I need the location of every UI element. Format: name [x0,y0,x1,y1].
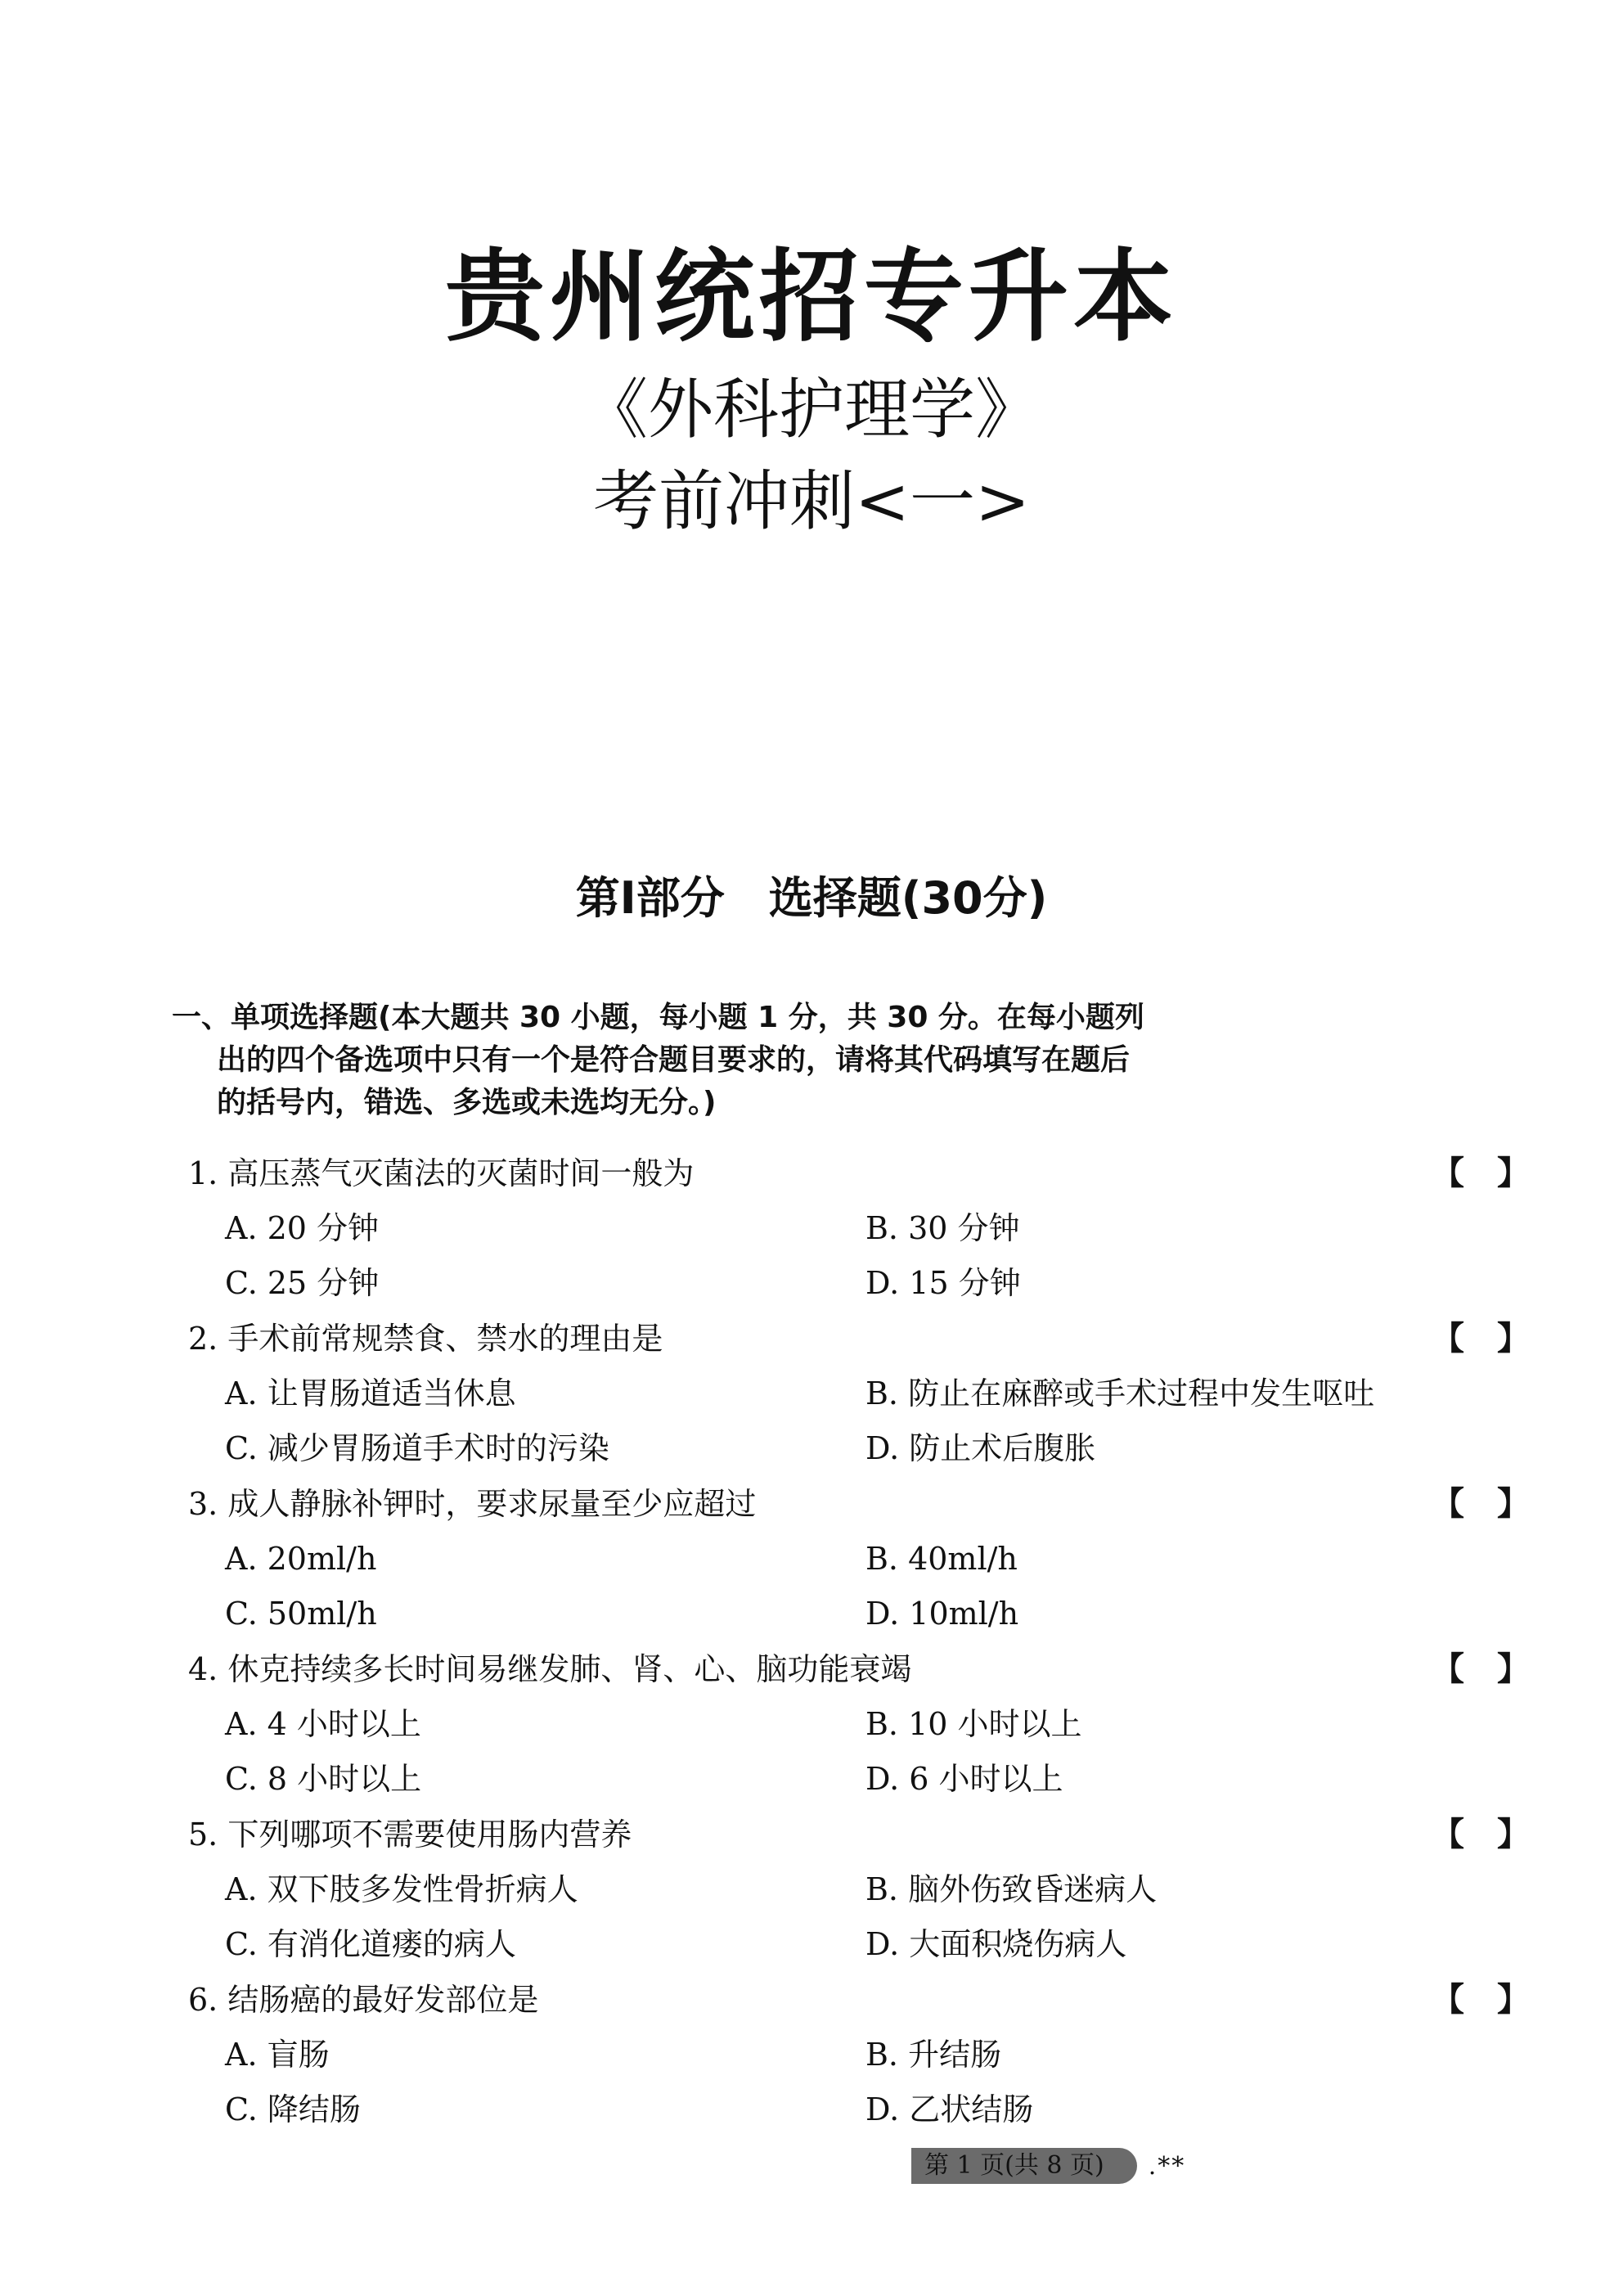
question-5 [188,1807,1530,1972]
question-3 [188,1476,1530,1641]
page-footer [911,2148,1185,2184]
answer-bracket[interactable]: 【 】 [1432,1320,1530,1357]
question-1 [188,1146,1530,1311]
question-4 [188,1641,1530,1807]
option-b: B. 升结肠 [865,2037,1002,2073]
section-heading: 第Ⅰ部分 选择题(30分) [575,872,1048,924]
option-a: A. 让胃肠道适当休息 [225,1375,516,1411]
question-stem: 2. 手术前常规禁食、禁水的理由是 [188,1321,663,1357]
cover-edition: 考前冲刺<一> [592,463,1031,539]
question-2 [188,1311,1530,1476]
option-b: B. 40ml/h [865,1541,1018,1577]
question-stem: 4. 休克持续多长时间易继发肺、肾、心、脑功能衰竭 [188,1651,912,1687]
answer-bracket[interactable]: 【 】 [1432,1650,1530,1688]
option-b: B. 脑外伤致昏迷病人 [865,1871,1158,1907]
option-a: A. 双下肢多发性骨折病人 [225,1871,578,1907]
option-a: A. 4 小时以上 [225,1706,421,1742]
option-d: D. 乙状结肠 [865,2091,1034,2127]
option-c: C. 有消化道瘘的病人 [225,1926,516,1962]
option-c: C. 25 分钟 [225,1265,380,1301]
cover-title: 贵州统招专升本 [445,237,1178,355]
option-b: B. 30 分钟 [865,1210,1020,1246]
option-c: C. 50ml/h [225,1596,377,1632]
option-c: C. 8 小时以上 [225,1761,422,1797]
option-a: A. 20ml/h [225,1541,377,1577]
question-stem: 6. 结肠癌的最好发部位是 [188,1982,539,2018]
option-d: D. 15 分钟 [865,1265,1021,1301]
option-a: A. 20 分钟 [225,1210,380,1246]
question-6 [188,1972,1530,2137]
option-d: D. 10ml/h [865,1596,1019,1632]
cover-subject: 《外科护理学》 [582,371,1041,448]
answer-bracket[interactable]: 【 】 [1432,1155,1530,1192]
question-stem: 5. 下列哪项不需要使用肠内营养 [188,1817,632,1853]
option-b: B. 10 小时以上 [865,1706,1082,1742]
option-b: B. 防止在麻醉或手术过程中发生呕吐 [865,1375,1375,1411]
option-c: C. 降结肠 [225,2091,361,2127]
question-stem: 1. 高压蒸气灭菌法的灭菌时间一般为 [188,1155,695,1191]
answer-bracket[interactable]: 【 】 [1432,1981,1530,2019]
option-a: A. 盲肠 [225,2037,330,2073]
section-instructions: 一、单项选择题(本大题共 30 小题，每小题 1 分，共 30 分。在每小题列出的四个备选项中只有一个是符合题目要求的，请将其代码填写在题后的括号内，错选、多选或未选均无分。) [172,1001,1144,1119]
question-stem: 3. 成人静脉补钾时，要求尿量至少应超过 [188,1486,757,1522]
option-c: C. 减少胃肠道手术时的污染 [225,1430,609,1466]
answer-bracket[interactable]: 【 】 [1432,1485,1530,1523]
answer-bracket[interactable]: 【 】 [1432,1816,1530,1853]
option-d: D. 防止术后腹胀 [865,1430,1096,1466]
option-d: D. 6 小时以上 [865,1761,1063,1797]
footer-ornament: .** [1148,2151,1186,2181]
question-list [188,1146,1530,2137]
option-d: D. 大面积烧伤病人 [865,1926,1127,1962]
page-number-badge: 第 1 页(共 8 页) [911,2148,1137,2184]
